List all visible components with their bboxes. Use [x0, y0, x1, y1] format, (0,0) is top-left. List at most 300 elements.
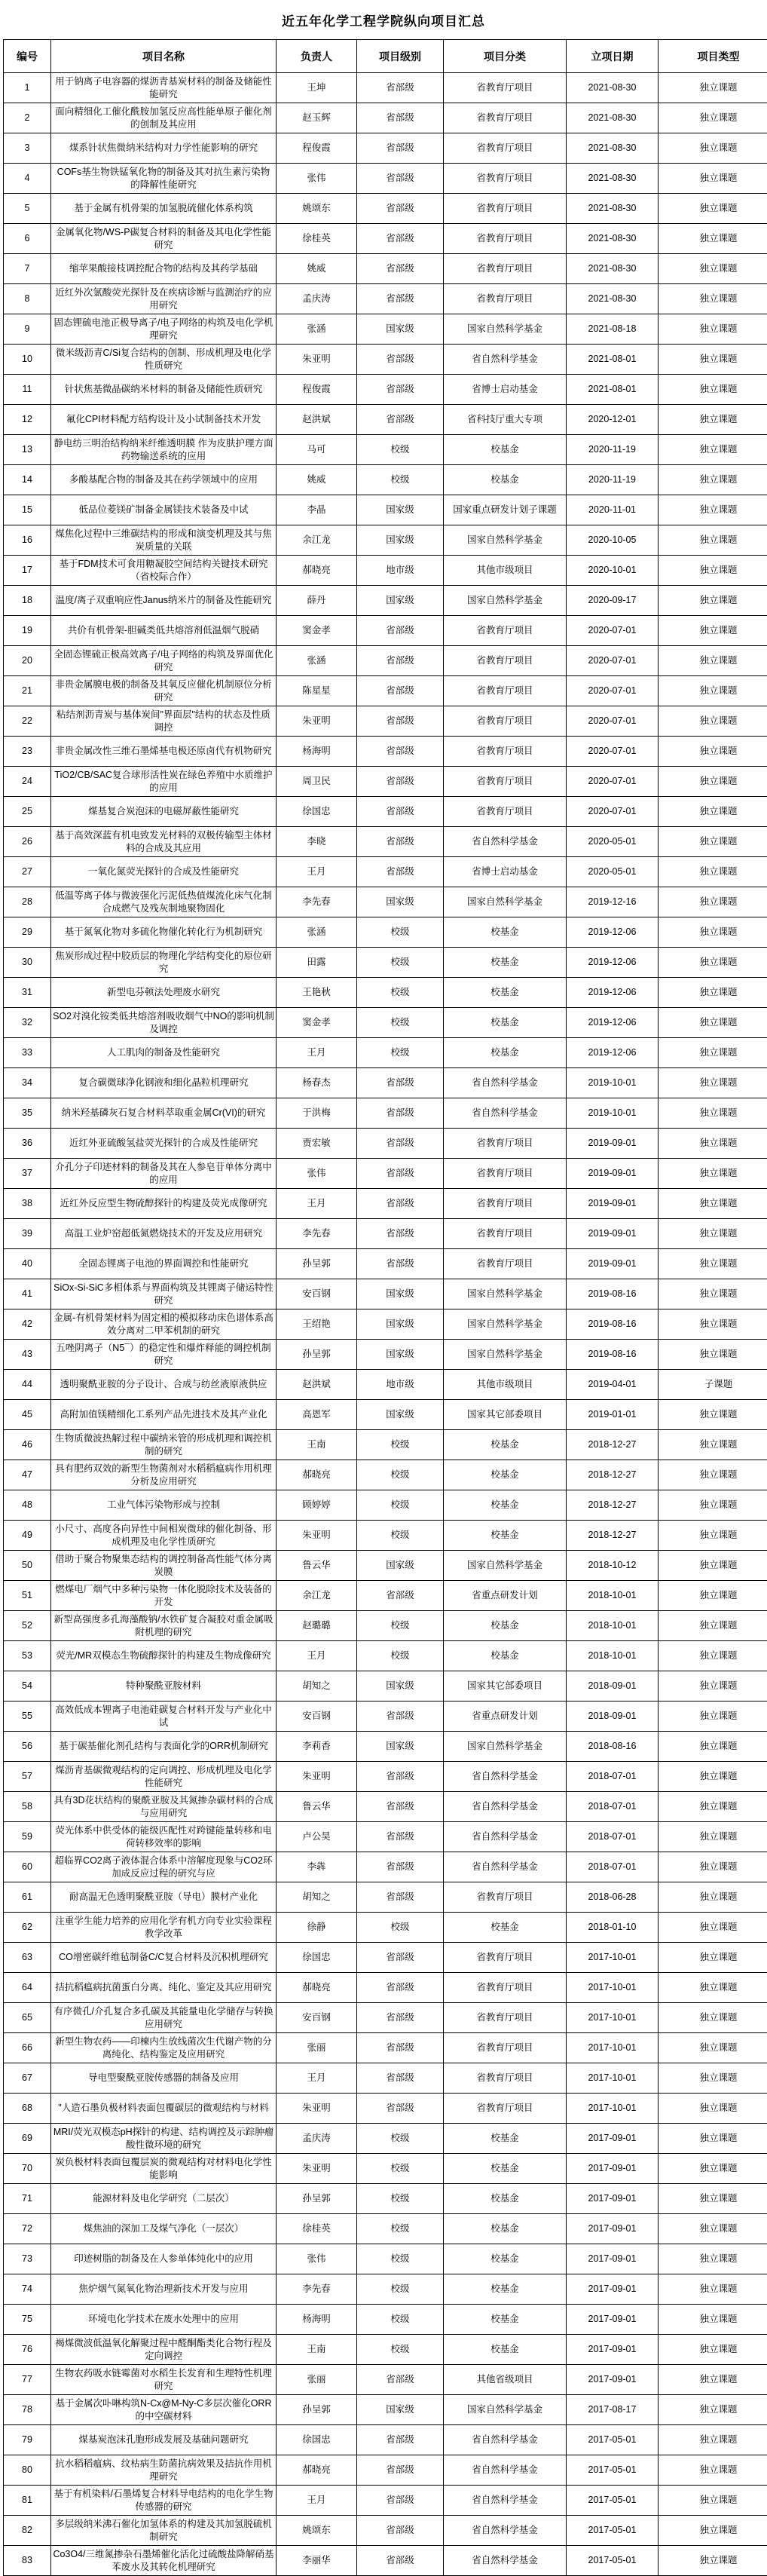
cell-leader: 胡知之 [277, 1882, 357, 1913]
cell-category: 校基金 [444, 1521, 567, 1551]
cell-type: 独立课题 [659, 948, 767, 978]
cell-level: 校级 [357, 2184, 444, 2214]
cell-number: 42 [4, 1309, 51, 1340]
cell-start-date: 2021-08-18 [567, 314, 659, 345]
cell-category: 省教育厅项目 [444, 2063, 567, 2094]
cell-category: 省教育厅项目 [444, 133, 567, 164]
header-project-name: 项目名称 [51, 40, 277, 73]
cell-leader: 孟庆涛 [277, 2124, 357, 2154]
cell-number: 32 [4, 1008, 51, 1038]
cell-start-date: 2019-12-06 [567, 978, 659, 1008]
cell-level: 省部级 [357, 827, 444, 857]
cell-project-name: 固态锂硫电池正极导离子/电子网络的构筑及电化学机理研究 [51, 314, 277, 345]
cell-leader: 李先春 [277, 887, 357, 917]
cell-number: 77 [4, 2365, 51, 2395]
cell-type: 独立课题 [659, 1671, 767, 1702]
cell-number: 53 [4, 1641, 51, 1671]
cell-number: 38 [4, 1189, 51, 1219]
cell-type: 独立课题 [659, 1219, 767, 1249]
cell-leader: 王月 [277, 1641, 357, 1671]
table-row [4, 2214, 767, 2244]
table-row [4, 1882, 767, 1913]
cell-level: 省部级 [357, 2033, 444, 2063]
cell-type: 独立课题 [659, 164, 767, 194]
cell-level: 省部级 [357, 706, 444, 737]
cell-start-date: 2021-08-01 [567, 345, 659, 375]
cell-level: 校级 [357, 948, 444, 978]
cell-type: 独立课题 [659, 2305, 767, 2335]
cell-start-date: 2021-08-30 [567, 164, 659, 194]
cell-project-name: 面向精细化工催化酰胺加氢反应高性能单原子催化剂的创制及其应用 [51, 103, 277, 133]
cell-project-name: MRI/荧光双模态pH探针的构建、结构调控及示踪肿瘤酸性微环境的研究 [51, 2124, 277, 2154]
cell-category: 省自然科学基金 [444, 1068, 567, 1098]
cell-level: 校级 [357, 1490, 444, 1521]
cell-project-name: 有序微孔/介孔复合多孔碳及其能量电化学储存与转换应用研究 [51, 2003, 277, 2033]
cell-project-name: 近红外亚硫酸氢盐荧光探针的合成及性能研究 [51, 1129, 277, 1159]
cell-level: 校级 [357, 917, 444, 948]
cell-category: 省教育厅项目 [444, 1973, 567, 2003]
cell-start-date: 2021-08-30 [567, 194, 659, 224]
table-row [4, 2546, 767, 2576]
cell-number: 15 [4, 495, 51, 525]
cell-category: 省自然科学基金 [444, 2486, 567, 2516]
cell-level: 省部级 [357, 857, 444, 887]
table-row [4, 2486, 767, 2516]
cell-number: 78 [4, 2395, 51, 2425]
table-row [4, 737, 767, 767]
cell-project-name: TiO2/CB/SAC复合球形活性炭在绿色养殖中水质维护的应用 [51, 767, 277, 797]
table-row [4, 1611, 767, 1641]
cell-leader: 陈星星 [277, 676, 357, 706]
cell-start-date: 2018-01-10 [567, 1913, 659, 1943]
cell-number: 13 [4, 435, 51, 465]
cell-leader: 王坤 [277, 73, 357, 103]
cell-leader: 王南 [277, 1430, 357, 1460]
cell-leader: 杨春杰 [277, 1068, 357, 1098]
cell-category: 省自然科学基金 [444, 2425, 567, 2455]
cell-type: 独立课题 [659, 2274, 767, 2305]
cell-category: 省教育厅项目 [444, 194, 567, 224]
cell-leader: 田露 [277, 948, 357, 978]
cell-project-name: 缩苹果酸接枝调控配合物的结构及其药学基础 [51, 254, 277, 284]
cell-type: 子课题 [659, 1370, 767, 1400]
cell-level: 省部级 [357, 1792, 444, 1822]
cell-project-name: 用于钠离子电容器的煤沥青基炭材料的制备及储能性能研究 [51, 73, 277, 103]
table-row [4, 556, 767, 586]
cell-type: 独立课题 [659, 1400, 767, 1430]
cell-level: 省部级 [357, 73, 444, 103]
cell-leader: 徐国忠 [277, 1943, 357, 1973]
table-row [4, 586, 767, 616]
table-row [4, 1189, 767, 1219]
cell-project-name: 导电型聚酰亚胺传感器的制备及应用 [51, 2063, 277, 2094]
cell-start-date: 2017-10-01 [567, 1943, 659, 1973]
cell-type: 独立课题 [659, 73, 767, 103]
cell-project-name: 环境电化学技术在废水处理中的应用 [51, 2305, 277, 2335]
cell-project-name: 燃煤电厂烟气中多种污染物一体化脱除技术及装备的开发 [51, 1581, 277, 1611]
table-row [4, 887, 767, 917]
cell-category: 校基金 [444, 2184, 567, 2214]
cell-start-date: 2019-09-01 [567, 1159, 659, 1189]
cell-number: 60 [4, 1852, 51, 1882]
cell-number: 82 [4, 2516, 51, 2546]
cell-type: 独立课题 [659, 1521, 767, 1551]
cell-project-name: 低品位菱镁矿制备金属镁技术装备及中试 [51, 495, 277, 525]
cell-level: 省部级 [357, 1882, 444, 1913]
cell-type: 独立课题 [659, 1611, 767, 1641]
cell-leader: 孙呈郭 [277, 1249, 357, 1279]
cell-number: 61 [4, 1882, 51, 1913]
cell-start-date: 2017-05-01 [567, 2516, 659, 2546]
cell-level: 省部级 [357, 1822, 444, 1852]
table-row [4, 676, 767, 706]
cell-number: 3 [4, 133, 51, 164]
table-row [4, 2003, 767, 2033]
cell-category: 省博士启动基金 [444, 857, 567, 887]
cell-leader: 王艳秋 [277, 978, 357, 1008]
cell-leader: 杨海明 [277, 2305, 357, 2335]
cell-project-name: 共价有机骨架-胆碱类低共熔溶剂低温烟气脱硝 [51, 616, 277, 646]
table-row [4, 797, 767, 827]
table-row [4, 2305, 767, 2335]
cell-start-date: 2017-09-01 [567, 2214, 659, 2244]
table-row [4, 1460, 767, 1490]
cell-type: 独立课题 [659, 556, 767, 586]
cell-start-date: 2021-08-30 [567, 103, 659, 133]
cell-level: 省部级 [357, 405, 444, 435]
cell-project-name: 煤系针状焦微纳米结构对力学性能影响的研究 [51, 133, 277, 164]
cell-number: 10 [4, 345, 51, 375]
cell-level: 国家级 [357, 2395, 444, 2425]
cell-type: 独立课题 [659, 616, 767, 646]
cell-level: 省部级 [357, 2546, 444, 2576]
table-row [4, 2425, 767, 2455]
cell-number: 55 [4, 1702, 51, 1732]
table-row [4, 2094, 767, 2124]
cell-category: 校基金 [444, 2244, 567, 2274]
cell-type: 独立课题 [659, 495, 767, 525]
cell-category: 省自然科学基金 [444, 1792, 567, 1822]
cell-level: 省部级 [357, 1068, 444, 1098]
cell-project-name: SO2对溴化铵类低共熔溶剂吸收烟气中NO的影响机制及调控 [51, 1008, 277, 1038]
cell-type: 独立课题 [659, 706, 767, 737]
cell-category: 校基金 [444, 2274, 567, 2305]
cell-number: 6 [4, 224, 51, 254]
cell-category: 校基金 [444, 1460, 567, 1490]
table-row [4, 495, 767, 525]
cell-category: 省教育厅项目 [444, 737, 567, 767]
cell-start-date: 2018-12-27 [567, 1460, 659, 1490]
table-row [4, 1490, 767, 1521]
cell-category: 省自然科学基金 [444, 2516, 567, 2546]
cell-type: 独立课题 [659, 2094, 767, 2124]
table-row [4, 133, 767, 164]
cell-project-name: 拮抗稻瘟病抗菌蛋白分离、纯化、鉴定及其应用研究 [51, 1973, 277, 2003]
cell-type: 独立课题 [659, 2365, 767, 2395]
cell-start-date: 2020-09-17 [567, 586, 659, 616]
cell-start-date: 2019-09-01 [567, 1129, 659, 1159]
cell-start-date: 2020-11-19 [567, 435, 659, 465]
cell-project-name: 生物农药吸水链霉菌对水稻生长发育和生理特性机理研究 [51, 2365, 277, 2395]
cell-type: 独立课题 [659, 1038, 767, 1068]
cell-number: 18 [4, 586, 51, 616]
cell-level: 省部级 [357, 1189, 444, 1219]
cell-type: 独立课题 [659, 194, 767, 224]
cell-leader: 程俊霞 [277, 133, 357, 164]
cell-number: 64 [4, 1973, 51, 2003]
cell-level: 校级 [357, 2124, 444, 2154]
cell-project-name: 五唑阴离子（N5¯）的稳定性和爆炸释能的调控机制研究 [51, 1340, 277, 1370]
cell-leader: 王月 [277, 2063, 357, 2094]
cell-start-date: 2018-12-27 [567, 1490, 659, 1521]
table-row [4, 2154, 767, 2184]
cell-type: 独立课题 [659, 978, 767, 1008]
cell-level: 省部级 [357, 2063, 444, 2094]
table-row [4, 1129, 767, 1159]
cell-leader: 顾婷婷 [277, 1490, 357, 1521]
cell-level: 省部级 [357, 2516, 444, 2546]
cell-category: 校基金 [444, 465, 567, 495]
table-row [4, 1279, 767, 1309]
cell-number: 47 [4, 1460, 51, 1490]
cell-project-name: 荧光体系中供受体的能级匹配性对跨键能量转移和电荷转移效率的影响 [51, 1822, 277, 1852]
cell-start-date: 2018-08-16 [567, 1732, 659, 1762]
cell-project-name: 一氧化氮荧光探针的合成及性能研究 [51, 857, 277, 887]
cell-start-date: 2017-09-01 [567, 2154, 659, 2184]
cell-category: 校基金 [444, 2154, 567, 2184]
cell-start-date: 2019-12-06 [567, 948, 659, 978]
cell-number: 50 [4, 1551, 51, 1581]
cell-project-name: 温度/离子双重响应性Janus纳米片的制备及性能研究 [51, 586, 277, 616]
cell-type: 独立课题 [659, 1943, 767, 1973]
cell-start-date: 2021-08-30 [567, 254, 659, 284]
cell-type: 独立课题 [659, 2516, 767, 2546]
cell-project-name: 小尺寸、高度各向异性中间相炭微球的催化制备、形成机理及电化学性质研究 [51, 1521, 277, 1551]
cell-project-name: 粘结剂沥青炭与基体炭间"界面层"结构的状态及性质调控 [51, 706, 277, 737]
cell-project-name: 全固态锂离子电池的界面调控和性能研究 [51, 1249, 277, 1279]
cell-project-name: Co3O4/三维氮掺杂石墨烯催化活化过硫酸盐降解硝基苯废水及其转化机理研究 [51, 2546, 277, 2576]
table-row [4, 1309, 767, 1340]
cell-leader: 张涵 [277, 917, 357, 948]
cell-category: 校基金 [444, 1611, 567, 1641]
cell-number: 9 [4, 314, 51, 345]
cell-number: 57 [4, 1762, 51, 1792]
cell-start-date: 2018-09-01 [567, 1671, 659, 1702]
cell-level: 省部级 [357, 767, 444, 797]
cell-project-name: 工业气体污染物形成与控制 [51, 1490, 277, 1521]
cell-type: 独立课题 [659, 1068, 767, 1098]
cell-level: 省部级 [357, 1762, 444, 1792]
cell-leader: 朱亚明 [277, 2094, 357, 2124]
cell-leader: 余江龙 [277, 1581, 357, 1611]
cell-number: 63 [4, 1943, 51, 1973]
cell-type: 独立课题 [659, 676, 767, 706]
cell-number: 62 [4, 1913, 51, 1943]
cell-start-date: 2017-09-01 [567, 2305, 659, 2335]
cell-type: 独立课题 [659, 1762, 767, 1792]
cell-leader: 张丽 [277, 2033, 357, 2063]
cell-leader: 朱亚明 [277, 345, 357, 375]
cell-number: 65 [4, 2003, 51, 2033]
table-row [4, 2274, 767, 2305]
cell-project-name: 印迹树脂的制备及在人参单体纯化中的应用 [51, 2244, 277, 2274]
cell-type: 独立课题 [659, 586, 767, 616]
cell-start-date: 2017-10-01 [567, 2094, 659, 2124]
cell-number: 81 [4, 2486, 51, 2516]
cell-start-date: 2017-09-01 [567, 2184, 659, 2214]
table-row [4, 2455, 767, 2486]
cell-level: 省部级 [357, 2003, 444, 2033]
cell-level: 地市级 [357, 1370, 444, 1400]
cell-project-name: SiOx-Si-SiC多相体系与界面构筑及其锂离子储运特性研究 [51, 1279, 277, 1309]
table-row [4, 1400, 767, 1430]
cell-leader: 李晓 [277, 827, 357, 857]
cell-level: 省部级 [357, 1943, 444, 1973]
cell-category: 省教育厅项目 [444, 254, 567, 284]
cell-level: 省部级 [357, 1852, 444, 1882]
cell-category: 省教育厅项目 [444, 2003, 567, 2033]
cell-project-name: COFs基生物铁锰氧化物的制备及其对抗生素污染物的降解性能研究 [51, 164, 277, 194]
cell-project-name: 介孔分子印迹材料的制备及其在人参皂苷单体分离中的应用 [51, 1159, 277, 1189]
cell-category: 省教育厅项目 [444, 224, 567, 254]
cell-category: 校基金 [444, 2214, 567, 2244]
cell-category: 校基金 [444, 917, 567, 948]
cell-leader: 姚颂东 [277, 2516, 357, 2546]
cell-level: 省部级 [357, 224, 444, 254]
cell-category: 省教育厅项目 [444, 103, 567, 133]
cell-project-name: 煤基炭泡沫孔胞形成发展及基础问题研究 [51, 2425, 277, 2455]
cell-level: 校级 [357, 2154, 444, 2184]
cell-level: 地市级 [357, 556, 444, 586]
cell-type: 独立课题 [659, 2486, 767, 2516]
cell-project-name: 具有肥药双效的新型生物菌剂对水稻稻瘟病作用机理分析及应用研究 [51, 1460, 277, 1490]
table-row [4, 706, 767, 737]
cell-type: 独立课题 [659, 1702, 767, 1732]
cell-leader: 徐桂英 [277, 2214, 357, 2244]
cell-type: 独立课题 [659, 2184, 767, 2214]
cell-category: 校基金 [444, 1038, 567, 1068]
cell-category: 省教育厅项目 [444, 1882, 567, 1913]
cell-start-date: 2018-07-01 [567, 1852, 659, 1882]
cell-number: 16 [4, 525, 51, 556]
cell-category: 省重点研发计划 [444, 1702, 567, 1732]
cell-level: 国家级 [357, 1400, 444, 1430]
cell-start-date: 2020-07-01 [567, 706, 659, 737]
cell-type: 独立课题 [659, 224, 767, 254]
cell-type: 独立课题 [659, 1279, 767, 1309]
cell-category: 校基金 [444, 1008, 567, 1038]
cell-level: 校级 [357, 1430, 444, 1460]
cell-level: 校级 [357, 2305, 444, 2335]
cell-start-date: 2018-09-01 [567, 1702, 659, 1732]
cell-category: 其他省级项目 [444, 2365, 567, 2395]
cell-category: 校基金 [444, 1641, 567, 1671]
cell-level: 校级 [357, 2274, 444, 2305]
cell-project-name: 高附加值镁精细化工系列产品先进技术及其产业化 [51, 1400, 277, 1430]
cell-category: 国家自然科学基金 [444, 887, 567, 917]
cell-category: 省教育厅项目 [444, 1129, 567, 1159]
cell-start-date: 2017-09-01 [567, 2244, 659, 2274]
cell-category: 省自然科学基金 [444, 1098, 567, 1129]
cell-project-name: 借助于聚合物聚集态结构的调控制备高性能气体分离炭膜 [51, 1551, 277, 1581]
cell-level: 省部级 [357, 1973, 444, 2003]
cell-start-date: 2017-05-01 [567, 2425, 659, 2455]
cell-start-date: 2019-12-16 [567, 887, 659, 917]
cell-leader: 孙呈郭 [277, 1340, 357, 1370]
cell-start-date: 2019-12-06 [567, 1038, 659, 1068]
cell-level: 省部级 [357, 103, 444, 133]
cell-leader: 卢公昊 [277, 1822, 357, 1852]
cell-type: 独立课题 [659, 1159, 767, 1189]
cell-number: 66 [4, 2033, 51, 2063]
cell-leader: 郝晓亮 [277, 2455, 357, 2486]
cell-number: 19 [4, 616, 51, 646]
cell-leader: 朱亚明 [277, 2154, 357, 2184]
cell-project-name: 炭负极材料表面包覆层炭的微观结构对材料电化学性能影响 [51, 2154, 277, 2184]
cell-project-name: 褐煤微波低温氧化解聚过程中醛酮酯类化合物行程及定向调控 [51, 2335, 277, 2365]
cell-type: 独立课题 [659, 646, 767, 676]
table-row [4, 1219, 767, 1249]
cell-level: 国家级 [357, 1671, 444, 1702]
cell-number: 54 [4, 1671, 51, 1702]
cell-type: 独立课题 [659, 133, 767, 164]
cell-start-date: 2017-05-01 [567, 2546, 659, 2576]
cell-type: 独立课题 [659, 1490, 767, 1521]
cell-level: 校级 [357, 1008, 444, 1038]
cell-type: 独立课题 [659, 1551, 767, 1581]
cell-type: 独立课题 [659, 1581, 767, 1611]
cell-project-name: 基于金属有机骨架的加氢脱硫催化体系构筑 [51, 194, 277, 224]
cell-level: 省部级 [357, 676, 444, 706]
cell-level: 省部级 [357, 1159, 444, 1189]
cell-number: 4 [4, 164, 51, 194]
cell-start-date: 2020-11-19 [567, 465, 659, 495]
cell-start-date: 2021-08-01 [567, 375, 659, 405]
cell-start-date: 2017-09-01 [567, 2365, 659, 2395]
cell-number: 37 [4, 1159, 51, 1189]
cell-project-name: 微米级沥青C/Si复合结构的创制、形成机理及电化学性质研究 [51, 345, 277, 375]
cell-leader: 周卫民 [277, 767, 357, 797]
cell-level: 省部级 [357, 194, 444, 224]
cell-leader: 姚威 [277, 465, 357, 495]
cell-project-name: 基于有机染料/石墨烯复合材料导电结构的电化学生物传感器的研究 [51, 2486, 277, 2516]
cell-project-name: 透明聚酰亚胺的分子设计、合成与纺丝液原液供应 [51, 1370, 277, 1400]
cell-number: 41 [4, 1279, 51, 1309]
table-row [4, 2395, 767, 2425]
cell-level: 省部级 [357, 284, 444, 314]
cell-category: 国家自然科学基金 [444, 1309, 567, 1340]
cell-level: 省部级 [357, 1581, 444, 1611]
table-row [4, 1430, 767, 1460]
cell-type: 独立课题 [659, 2063, 767, 2094]
cell-number: 52 [4, 1611, 51, 1641]
cell-level: 国家级 [357, 1279, 444, 1309]
cell-leader: 郝晓亮 [277, 1973, 357, 2003]
cell-type: 独立课题 [659, 254, 767, 284]
table-row [4, 1943, 767, 1973]
table-row [4, 2184, 767, 2214]
cell-start-date: 2020-07-01 [567, 737, 659, 767]
cell-number: 79 [4, 2425, 51, 2455]
cell-start-date: 2019-01-01 [567, 1400, 659, 1430]
cell-level: 校级 [357, 1521, 444, 1551]
cell-type: 独立课题 [659, 1098, 767, 1129]
cell-category: 省博士启动基金 [444, 375, 567, 405]
cell-start-date: 2019-09-01 [567, 1189, 659, 1219]
cell-project-name: 煤焦化过程中三维碳结构的形成和演变机理及其与焦炭质量的关联 [51, 525, 277, 556]
cell-start-date: 2020-07-01 [567, 616, 659, 646]
table-row [4, 525, 767, 556]
